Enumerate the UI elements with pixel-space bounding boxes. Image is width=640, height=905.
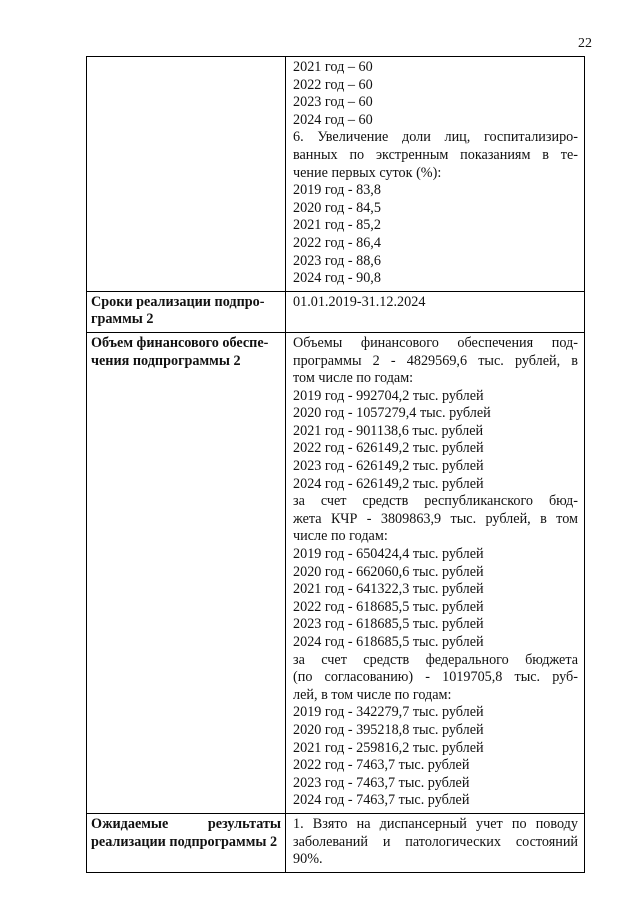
row-content-line: 2020 год - 84,5 [293, 199, 381, 216]
table-row [87, 291, 585, 332]
row-content-line: ванных по экстренным показаниям в те- [293, 146, 578, 163]
row-content-line: 2021 год - 259816,2 тыс. рублей [293, 739, 484, 756]
row-label-line: чения подпрограммы 2 [91, 352, 241, 369]
row-content-line: 2020 год - 662060,6 тыс. рублей [293, 563, 484, 580]
row-label-line: Ожидаемые результаты [91, 815, 281, 832]
row-label-cell [87, 291, 286, 332]
row-content-line: 2019 год - 992704,2 тыс. рублей [293, 387, 484, 404]
row-content-line: числе по годам: [293, 528, 388, 545]
row-content-line: 2020 год - 395218,8 тыс. рублей [293, 721, 484, 738]
row-content-line: 2023 год - 88,6 [293, 252, 381, 269]
row-content-line: 2022 год - 626149,2 тыс. рублей [293, 440, 484, 457]
row-content-line: заболеваний и патологических состояний [293, 833, 578, 850]
row-content-cell [286, 57, 585, 292]
row-content-line: 2023 год - 626149,2 тыс. рублей [293, 458, 484, 475]
row-content-line: 2024 год - 618685,5 тыс. рублей [293, 634, 484, 650]
row-label-cell [87, 813, 286, 872]
row-content-line: 2021 год – 60 [293, 59, 373, 75]
row-content-line: 2019 год - 342279,7 тыс. рублей [293, 704, 484, 721]
row-content-line: 2019 год - 83,8 [293, 182, 381, 199]
row-content-line: чение первых суток (%): [293, 164, 442, 181]
row-content-cell [286, 291, 585, 332]
table-row [87, 813, 585, 872]
row-content-line: за счет средств федерального бюджета [293, 651, 578, 668]
row-content-line: за счет средств республиканского бюд- [293, 493, 578, 510]
row-content-line: 90%. [293, 851, 323, 868]
row-content-line: Объемы финансового обеспечения под- [293, 334, 578, 351]
row-content-line: том числе по годам: [293, 370, 414, 387]
row-label-cell [87, 57, 286, 292]
row-content-line: 01.01.2019-31.12.2024 [293, 293, 426, 310]
row-content-line: 2021 год - 85,2 [293, 217, 381, 234]
row-content-line: 2022 год - 618685,5 тыс. рублей [293, 598, 484, 615]
table-row [87, 57, 585, 292]
row-content-cell [286, 813, 585, 872]
row-label-line: граммы 2 [91, 311, 154, 328]
row-content-line: 2022 год – 60 [293, 76, 373, 93]
row-content-line: 2024 год - 90,8 [293, 270, 381, 287]
row-label-line: реализации подпрограммы 2 [91, 833, 278, 850]
row-content-line: 2021 год - 901138,6 тыс. рублей [293, 422, 484, 439]
row-label-line: Сроки реализации подпро- [91, 293, 265, 310]
page-number: 22 [578, 36, 592, 51]
row-content-line: 2023 год - 618685,5 тыс. рублей [293, 616, 484, 633]
row-content-line: лей, в том числе по годам: [293, 686, 452, 703]
row-content-line: жета КЧР - 3809863,9 тыс. рублей, в том [293, 510, 578, 527]
row-content-line: 1. Взято на диспансерный учет по поводу [293, 815, 578, 832]
row-label-cell [87, 332, 286, 813]
row-content-line: 2020 год - 1057279,4 тыс. рублей [293, 405, 491, 422]
row-content-line: 2024 год - 7463,7 тыс. рублей [293, 792, 470, 809]
row-content-line: 6. Увеличение доли лиц, госпитализиро- [293, 129, 578, 146]
passport-table [86, 56, 585, 873]
row-content-line: 2024 год – 60 [293, 111, 373, 128]
row-content-line: 2019 год - 650424,4 тыс. рублей [293, 546, 484, 563]
row-content-line: программы 2 - 4829569,6 тыс. рублей, в [293, 352, 578, 369]
row-content-line: 2021 год - 641322,3 тыс. рублей [293, 581, 484, 598]
row-content-line: 2023 год - 7463,7 тыс. рублей [293, 774, 470, 791]
row-content-line: 2022 год - 86,4 [293, 234, 381, 251]
row-content-line: (по согласованию) - 1019705,8 тыс. руб- [293, 669, 578, 686]
table-row [87, 332, 585, 813]
row-content-line: 2023 год – 60 [293, 94, 373, 111]
row-content-line: 2024 год - 626149,2 тыс. рублей [293, 475, 484, 492]
row-content-cell [286, 332, 585, 813]
row-label-line: Объем финансового обеспе- [91, 334, 269, 351]
row-content-line: 2022 год - 7463,7 тыс. рублей [293, 757, 470, 774]
